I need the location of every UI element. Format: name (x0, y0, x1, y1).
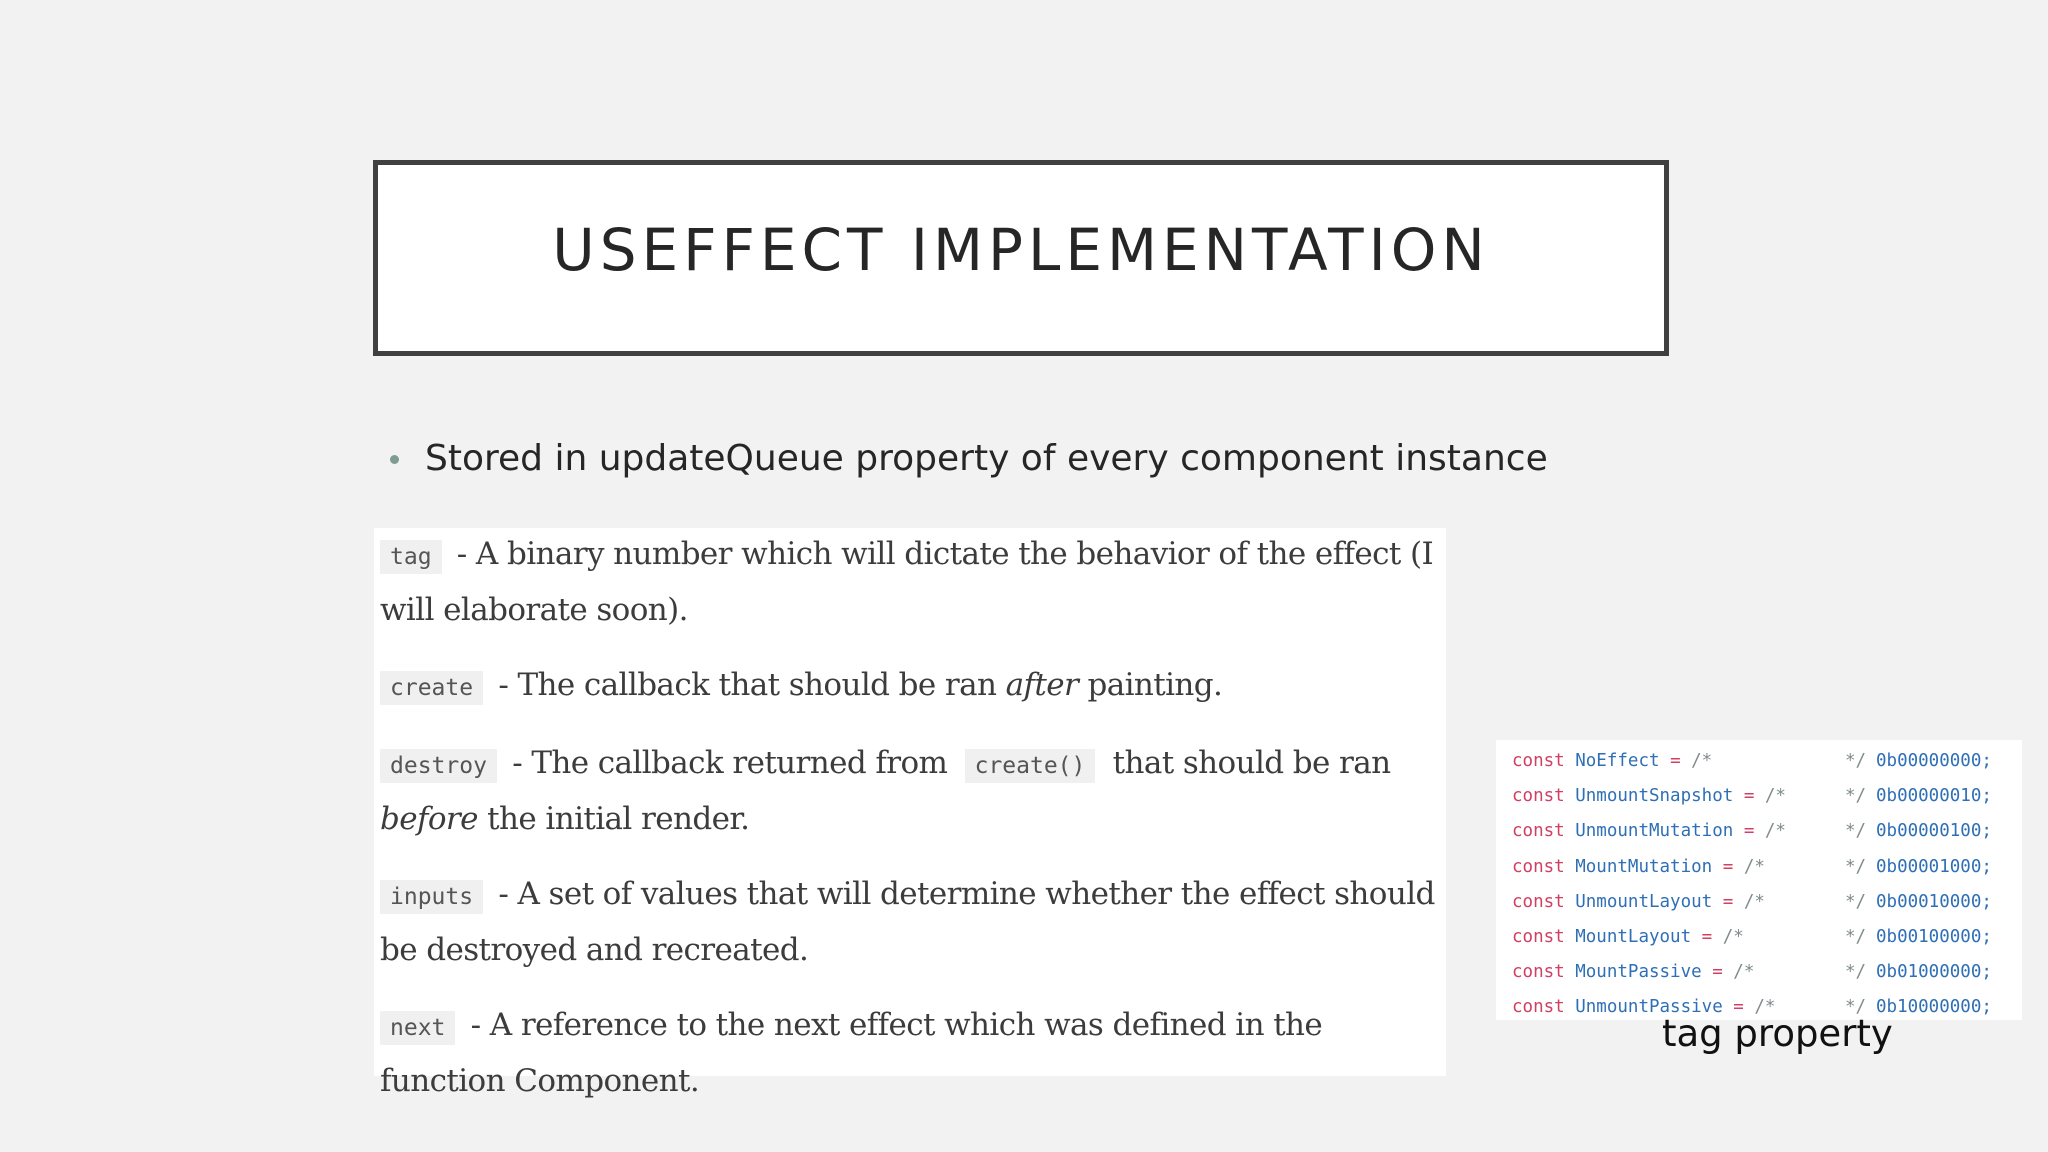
doc-text-destroy: - The callback returned from (502, 745, 957, 781)
doc-text-inputs: - A set of values that will determine whether the effect should be destroyed and recreated. (380, 876, 1435, 968)
doc-text-destroy-end: the initial render. (477, 801, 750, 837)
constant-name: MountLayout (1575, 926, 1692, 947)
comment-close: */ (1845, 821, 1867, 842)
constant-name: MountMutation (1575, 856, 1713, 877)
doc-entry-tag (380, 528, 1440, 637)
binary-value: 0b01000000; (1876, 962, 1992, 983)
code-line (1512, 885, 2022, 920)
operator: = (1712, 856, 1744, 877)
code-line (1512, 850, 2022, 885)
bullet-text: Stored in updateQueue property of every component instance (425, 438, 1548, 479)
keyword: const (1512, 962, 1565, 983)
comment-open: /* (1691, 751, 1713, 771)
keyword: const (1512, 821, 1565, 842)
comment-close: */ (1845, 891, 1867, 912)
binary-value: 0b00000010; (1876, 786, 1992, 807)
code-tag: tag (380, 540, 442, 574)
keyword: const (1512, 891, 1565, 912)
code-create-call: create() (965, 749, 1096, 783)
documentation-panel (374, 528, 1446, 1099)
comment-close: */ (1845, 856, 1867, 877)
keyword: const (1512, 786, 1565, 807)
slide-title: USEFFECT IMPLEMENTATION (552, 216, 1490, 284)
code-next: next (380, 1011, 455, 1045)
comment-open: /* (1764, 821, 1786, 842)
bullet-point (390, 438, 1548, 479)
operator: = (1691, 926, 1723, 947)
constant-name: MountPassive (1575, 962, 1702, 983)
code-line (1512, 955, 2022, 990)
constant-name: UnmountPassive (1575, 997, 1723, 1018)
operator: = (1733, 786, 1765, 807)
doc-entry-create (380, 659, 1440, 715)
binary-value: 0b00010000; (1876, 891, 1992, 912)
comment-open: /* (1743, 856, 1765, 877)
comment-close: */ (1845, 997, 1867, 1018)
keyword: const (1512, 856, 1565, 877)
comment-open: /* (1743, 891, 1765, 912)
emphasis-before: before (380, 801, 478, 837)
keyword: const (1512, 926, 1565, 947)
keyword: const (1512, 751, 1565, 771)
operator: = (1722, 997, 1755, 1018)
comment-open: /* (1754, 997, 1776, 1018)
comment-close: */ (1845, 962, 1867, 983)
doc-text-destroy-middle: that should be ran (1103, 745, 1391, 781)
binary-value: 0b00000100; (1876, 821, 1992, 842)
doc-entry-next (380, 999, 1440, 1108)
code-line (1512, 779, 2022, 814)
code-caption: tag property (1662, 1012, 1893, 1055)
code-inputs: inputs (380, 880, 483, 914)
binary-value: 0b00000000; (1876, 751, 1992, 771)
doc-text-create: - The callback that should be ran (489, 667, 1006, 703)
comment-open: /* (1733, 962, 1755, 983)
operator: = (1701, 962, 1734, 983)
code-line (1512, 814, 2022, 849)
comment-close: */ (1845, 786, 1867, 807)
comment-open: /* (1722, 926, 1744, 947)
keyword: const (1512, 997, 1565, 1018)
constant-name: NoEffect (1575, 751, 1660, 771)
comment-close: */ (1845, 751, 1867, 771)
code-line (1512, 920, 2022, 955)
code-snippet-panel (1496, 740, 2022, 1020)
emphasis-after: after (1005, 667, 1079, 703)
code-destroy: destroy (380, 749, 497, 783)
constant-name: UnmountLayout (1575, 891, 1713, 912)
operator: = (1659, 751, 1692, 771)
bullet-dot-icon (390, 455, 399, 464)
code-line (1512, 744, 2022, 779)
doc-text-next: - A reference to the next effect which was defined in the function Component. (380, 1007, 1323, 1099)
constant-name: UnmountSnapshot (1575, 786, 1734, 807)
binary-value: 0b00100000; (1876, 926, 1992, 947)
constant-name: UnmountMutation (1575, 821, 1734, 842)
doc-entry-inputs (380, 868, 1440, 977)
comment-close: */ (1845, 926, 1867, 947)
slide-title-box (373, 160, 1669, 356)
code-create: create (380, 671, 483, 705)
doc-text-create-end: painting. (1078, 667, 1223, 703)
operator: = (1712, 891, 1744, 912)
binary-value: 0b00001000; (1876, 856, 1992, 877)
operator: = (1733, 821, 1765, 842)
comment-open: /* (1764, 786, 1786, 807)
doc-text-tag: - A binary number which will dictate the behavior of the effect (I will elaborate soon). (380, 536, 1434, 628)
binary-value: 0b10000000; (1876, 997, 1992, 1018)
doc-entry-destroy (380, 737, 1440, 846)
